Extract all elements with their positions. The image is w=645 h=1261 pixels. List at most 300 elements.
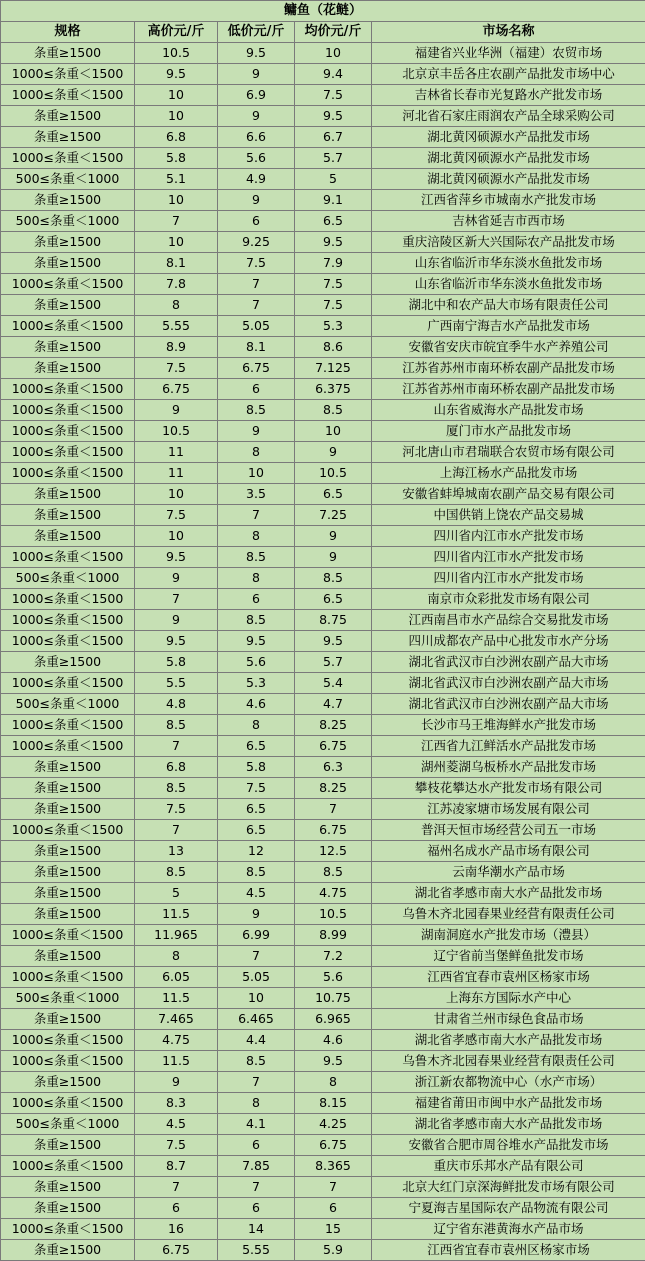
cell-high-price: 11.5 xyxy=(135,1051,218,1072)
cell-avg-price: 7 xyxy=(295,1177,372,1198)
table-row xyxy=(1,505,645,526)
cell-high-price: 5.1 xyxy=(135,169,218,190)
cell-high-price: 8 xyxy=(135,295,218,316)
cell-market-name: 湖北黄冈硕源水产品批发市场 xyxy=(372,169,645,190)
table-row xyxy=(1,379,645,400)
cell-low-price: 6.9 xyxy=(218,85,295,106)
cell-market-name: 江西省宜春市袁州区杨家市场 xyxy=(372,967,645,988)
cell-high-price: 5 xyxy=(135,883,218,904)
cell-spec: 1000≤条重＜1500 xyxy=(1,631,135,652)
cell-market-name: 吉林省延吉市西市场 xyxy=(372,211,645,232)
table-row xyxy=(1,1114,645,1135)
cell-high-price: 5.55 xyxy=(135,316,218,337)
cell-spec: 条重≥1500 xyxy=(1,862,135,883)
cell-market-name: 重庆市乐邦水产品有限公司 xyxy=(372,1156,645,1177)
cell-market-name: 浙江新农都物流中心（水产市场） xyxy=(372,1072,645,1093)
table-row xyxy=(1,778,645,799)
cell-low-price: 6 xyxy=(218,1198,295,1219)
table-row xyxy=(1,715,645,736)
cell-spec: 500≤条重＜1000 xyxy=(1,694,135,715)
cell-avg-price: 7 xyxy=(295,799,372,820)
table-title: 鳙鱼（花鲢） xyxy=(1,1,645,22)
cell-avg-price: 8.5 xyxy=(295,568,372,589)
cell-low-price: 7 xyxy=(218,946,295,967)
cell-low-price: 4.1 xyxy=(218,1114,295,1135)
cell-avg-price: 7.5 xyxy=(295,85,372,106)
cell-high-price: 8 xyxy=(135,946,218,967)
cell-market-name: 湖北省武汉市白沙洲农副产品大市场 xyxy=(372,673,645,694)
table-row xyxy=(1,127,645,148)
cell-market-name: 河北唐山市君瑞联合农贸市场有限公司 xyxy=(372,442,645,463)
cell-avg-price: 9.5 xyxy=(295,106,372,127)
cell-avg-price: 6.375 xyxy=(295,379,372,400)
cell-high-price: 8.1 xyxy=(135,253,218,274)
cell-spec: 1000≤条重＜1500 xyxy=(1,1156,135,1177)
cell-high-price: 16 xyxy=(135,1219,218,1240)
cell-market-name: 乌鲁木齐北园春果业经营有限责任公司 xyxy=(372,904,645,925)
cell-low-price: 14 xyxy=(218,1219,295,1240)
cell-market-name: 乌鲁木齐北园春果业经营有限责任公司 xyxy=(372,1051,645,1072)
cell-market-name: 湖北省武汉市白沙洲农副产品大市场 xyxy=(372,652,645,673)
cell-avg-price: 9 xyxy=(295,526,372,547)
cell-low-price: 4.5 xyxy=(218,883,295,904)
cell-avg-price: 8.5 xyxy=(295,862,372,883)
cell-spec: 1000≤条重＜1500 xyxy=(1,463,135,484)
table-row xyxy=(1,358,645,379)
cell-high-price: 8.5 xyxy=(135,862,218,883)
cell-market-name: 中国供销上饶农产品交易城 xyxy=(372,505,645,526)
table-row xyxy=(1,883,645,904)
cell-avg-price: 6.75 xyxy=(295,1135,372,1156)
cell-high-price: 7 xyxy=(135,1177,218,1198)
cell-market-name: 安徽省蚌埠城南农副产品交易有限公司 xyxy=(372,484,645,505)
cell-spec: 1000≤条重＜1500 xyxy=(1,1093,135,1114)
cell-low-price: 5.3 xyxy=(218,673,295,694)
cell-spec: 1000≤条重＜1500 xyxy=(1,547,135,568)
cell-avg-price: 6.3 xyxy=(295,757,372,778)
cell-spec: 1000≤条重＜1500 xyxy=(1,673,135,694)
cell-high-price: 6 xyxy=(135,1198,218,1219)
cell-market-name: 山东省威海水产品批发市场 xyxy=(372,400,645,421)
cell-avg-price: 10.5 xyxy=(295,904,372,925)
cell-low-price: 6.465 xyxy=(218,1009,295,1030)
cell-spec: 1000≤条重＜1500 xyxy=(1,589,135,610)
cell-market-name: 福州名成水产品市场有限公司 xyxy=(372,841,645,862)
cell-high-price: 11.5 xyxy=(135,988,218,1009)
cell-spec: 1000≤条重＜1500 xyxy=(1,967,135,988)
table-row xyxy=(1,400,645,421)
table-row xyxy=(1,1219,645,1240)
cell-low-price: 7.5 xyxy=(218,253,295,274)
cell-spec: 条重≥1500 xyxy=(1,358,135,379)
table-row xyxy=(1,652,645,673)
cell-spec: 条重≥1500 xyxy=(1,526,135,547)
cell-high-price: 7 xyxy=(135,589,218,610)
cell-high-price: 7.5 xyxy=(135,505,218,526)
cell-market-name: 江西省宜春市袁州区杨家市场 xyxy=(372,1240,645,1261)
cell-spec: 条重≥1500 xyxy=(1,778,135,799)
cell-high-price: 9 xyxy=(135,568,218,589)
cell-spec: 1000≤条重＜1500 xyxy=(1,316,135,337)
cell-low-price: 8 xyxy=(218,1093,295,1114)
cell-low-price: 7 xyxy=(218,1177,295,1198)
cell-market-name: 辽宁省东港黄海水产品市场 xyxy=(372,1219,645,1240)
cell-market-name: 吉林省长春市光复路水产批发市场 xyxy=(372,85,645,106)
cell-market-name: 福建省兴业华洲（福建）农贸市场 xyxy=(372,43,645,64)
table-row xyxy=(1,988,645,1009)
cell-market-name: 江西省萍乡市城南水产批发市场 xyxy=(372,190,645,211)
cell-low-price: 9 xyxy=(218,106,295,127)
cell-market-name: 江西省九江鲜活水产品批发市场 xyxy=(372,736,645,757)
cell-high-price: 10 xyxy=(135,106,218,127)
cell-spec: 条重≥1500 xyxy=(1,190,135,211)
cell-spec: 条重≥1500 xyxy=(1,799,135,820)
table-row xyxy=(1,442,645,463)
cell-low-price: 9 xyxy=(218,190,295,211)
cell-spec: 条重≥1500 xyxy=(1,1198,135,1219)
cell-market-name: 厦门市水产品批发市场 xyxy=(372,421,645,442)
table-row xyxy=(1,610,645,631)
cell-high-price: 11.965 xyxy=(135,925,218,946)
cell-low-price: 8 xyxy=(218,568,295,589)
cell-low-price: 5.8 xyxy=(218,757,295,778)
cell-high-price: 11 xyxy=(135,442,218,463)
table-row xyxy=(1,694,645,715)
cell-market-name: 江苏省苏州市南环桥农副产品批发市场 xyxy=(372,358,645,379)
cell-low-price: 8 xyxy=(218,526,295,547)
cell-avg-price: 6.75 xyxy=(295,820,372,841)
table-row xyxy=(1,736,645,757)
table-row xyxy=(1,106,645,127)
cell-spec: 条重≥1500 xyxy=(1,1072,135,1093)
cell-low-price: 6.5 xyxy=(218,799,295,820)
cell-avg-price: 8.15 xyxy=(295,1093,372,1114)
cell-low-price: 6 xyxy=(218,211,295,232)
cell-avg-price: 9 xyxy=(295,547,372,568)
table-row xyxy=(1,1093,645,1114)
cell-low-price: 10 xyxy=(218,463,295,484)
cell-spec: 1000≤条重＜1500 xyxy=(1,400,135,421)
cell-high-price: 8.9 xyxy=(135,337,218,358)
cell-high-price: 10 xyxy=(135,526,218,547)
cell-avg-price: 4.6 xyxy=(295,1030,372,1051)
cell-low-price: 8 xyxy=(218,715,295,736)
cell-high-price: 11.5 xyxy=(135,904,218,925)
cell-avg-price: 8.25 xyxy=(295,715,372,736)
cell-avg-price: 6.5 xyxy=(295,211,372,232)
cell-spec: 条重≥1500 xyxy=(1,232,135,253)
cell-spec: 条重≥1500 xyxy=(1,484,135,505)
cell-high-price: 8.7 xyxy=(135,1156,218,1177)
cell-market-name: 湖北中和农产品大市场有限责任公司 xyxy=(372,295,645,316)
cell-avg-price: 7.9 xyxy=(295,253,372,274)
cell-high-price: 6.8 xyxy=(135,127,218,148)
table-header-row xyxy=(1,22,645,43)
table-row xyxy=(1,295,645,316)
cell-high-price: 10 xyxy=(135,232,218,253)
cell-spec: 500≤条重＜1000 xyxy=(1,1114,135,1135)
cell-low-price: 8.5 xyxy=(218,400,295,421)
cell-avg-price: 5.6 xyxy=(295,967,372,988)
cell-low-price: 8.1 xyxy=(218,337,295,358)
cell-market-name: 普洱天恒市场经营公司五一市场 xyxy=(372,820,645,841)
cell-spec: 1000≤条重＜1500 xyxy=(1,736,135,757)
cell-high-price: 7.465 xyxy=(135,1009,218,1030)
cell-spec: 条重≥1500 xyxy=(1,337,135,358)
cell-low-price: 8.5 xyxy=(218,1051,295,1072)
cell-spec: 1000≤条重＜1500 xyxy=(1,925,135,946)
table-row xyxy=(1,211,645,232)
cell-avg-price: 10 xyxy=(295,421,372,442)
cell-high-price: 6.05 xyxy=(135,967,218,988)
cell-low-price: 6.99 xyxy=(218,925,295,946)
cell-market-name: 湖北省孝感市南大水产品批发市场 xyxy=(372,1030,645,1051)
cell-spec: 1000≤条重＜1500 xyxy=(1,274,135,295)
cell-spec: 条重≥1500 xyxy=(1,1135,135,1156)
cell-spec: 500≤条重＜1000 xyxy=(1,211,135,232)
table-row xyxy=(1,85,645,106)
table-row xyxy=(1,547,645,568)
cell-market-name: 四川省内江市水产批发市场 xyxy=(372,547,645,568)
cell-spec: 1000≤条重＜1500 xyxy=(1,820,135,841)
cell-avg-price: 9.1 xyxy=(295,190,372,211)
cell-spec: 条重≥1500 xyxy=(1,106,135,127)
cell-low-price: 6.5 xyxy=(218,820,295,841)
cell-spec: 条重≥1500 xyxy=(1,1009,135,1030)
table-row xyxy=(1,1156,645,1177)
header-avg-price: 均价元/斤 xyxy=(295,22,372,43)
cell-high-price: 8.3 xyxy=(135,1093,218,1114)
table-row xyxy=(1,274,645,295)
cell-high-price: 7.5 xyxy=(135,799,218,820)
cell-low-price: 4.9 xyxy=(218,169,295,190)
cell-spec: 条重≥1500 xyxy=(1,127,135,148)
cell-avg-price: 7.125 xyxy=(295,358,372,379)
cell-low-price: 7 xyxy=(218,295,295,316)
cell-market-name: 山东省临沂市华东淡水鱼批发市场 xyxy=(372,274,645,295)
cell-high-price: 11 xyxy=(135,463,218,484)
table-row xyxy=(1,757,645,778)
cell-avg-price: 9.5 xyxy=(295,232,372,253)
table-row xyxy=(1,148,645,169)
cell-spec: 500≤条重＜1000 xyxy=(1,568,135,589)
cell-market-name: 湖州菱湖乌板桥水产品批发市场 xyxy=(372,757,645,778)
cell-market-name: 长沙市马王堆海鲜水产批发市场 xyxy=(372,715,645,736)
table-row xyxy=(1,946,645,967)
cell-low-price: 7 xyxy=(218,274,295,295)
cell-avg-price: 6.965 xyxy=(295,1009,372,1030)
cell-market-name: 湖北省孝感市南大水产品批发市场 xyxy=(372,883,645,904)
table-row xyxy=(1,820,645,841)
cell-low-price: 5.05 xyxy=(218,316,295,337)
cell-high-price: 10 xyxy=(135,484,218,505)
table-row xyxy=(1,463,645,484)
cell-spec: 1000≤条重＜1500 xyxy=(1,1030,135,1051)
cell-high-price: 9.5 xyxy=(135,547,218,568)
cell-avg-price: 6.7 xyxy=(295,127,372,148)
cell-avg-price: 8 xyxy=(295,1072,372,1093)
cell-spec: 条重≥1500 xyxy=(1,946,135,967)
table-row xyxy=(1,43,645,64)
cell-spec: 条重≥1500 xyxy=(1,43,135,64)
cell-high-price: 8.5 xyxy=(135,715,218,736)
cell-low-price: 5.6 xyxy=(218,652,295,673)
cell-low-price: 9 xyxy=(218,904,295,925)
cell-market-name: 四川省内江市水产批发市场 xyxy=(372,526,645,547)
cell-high-price: 5.8 xyxy=(135,652,218,673)
cell-market-name: 山东省临沂市华东淡水鱼批发市场 xyxy=(372,253,645,274)
cell-market-name: 四川成都农产品中心批发市水产分场 xyxy=(372,631,645,652)
cell-low-price: 6 xyxy=(218,1135,295,1156)
cell-spec: 条重≥1500 xyxy=(1,757,135,778)
table-row xyxy=(1,1030,645,1051)
cell-low-price: 12 xyxy=(218,841,295,862)
cell-high-price: 9 xyxy=(135,400,218,421)
cell-spec: 条重≥1500 xyxy=(1,904,135,925)
cell-market-name: 攀枝花攀达水产批发市场有限公司 xyxy=(372,778,645,799)
cell-avg-price: 5.7 xyxy=(295,652,372,673)
cell-avg-price: 9 xyxy=(295,442,372,463)
cell-low-price: 7 xyxy=(218,505,295,526)
cell-high-price: 9 xyxy=(135,610,218,631)
cell-spec: 条重≥1500 xyxy=(1,841,135,862)
cell-high-price: 7 xyxy=(135,736,218,757)
cell-low-price: 5.55 xyxy=(218,1240,295,1261)
cell-high-price: 13 xyxy=(135,841,218,862)
table-row xyxy=(1,232,645,253)
cell-high-price: 7 xyxy=(135,820,218,841)
cell-market-name: 广西南宁海吉水产品批发市场 xyxy=(372,316,645,337)
table-row xyxy=(1,64,645,85)
cell-high-price: 10 xyxy=(135,85,218,106)
cell-avg-price: 8.5 xyxy=(295,400,372,421)
cell-low-price: 8.5 xyxy=(218,862,295,883)
cell-market-name: 北京京丰岳各庄农副产品批发市场中心 xyxy=(372,64,645,85)
table-row xyxy=(1,169,645,190)
cell-low-price: 10 xyxy=(218,988,295,1009)
cell-low-price: 7 xyxy=(218,1072,295,1093)
cell-avg-price: 8.75 xyxy=(295,610,372,631)
cell-market-name: 河北省石家庄雨润农产品全球采购公司 xyxy=(372,106,645,127)
cell-spec: 条重≥1500 xyxy=(1,1240,135,1261)
cell-high-price: 10.5 xyxy=(135,421,218,442)
cell-avg-price: 5.3 xyxy=(295,316,372,337)
cell-low-price: 6 xyxy=(218,379,295,400)
table-row xyxy=(1,631,645,652)
cell-avg-price: 8.99 xyxy=(295,925,372,946)
cell-spec: 1000≤条重＜1500 xyxy=(1,1219,135,1240)
cell-avg-price: 6 xyxy=(295,1198,372,1219)
cell-spec: 500≤条重＜1000 xyxy=(1,169,135,190)
cell-low-price: 9.5 xyxy=(218,631,295,652)
cell-avg-price: 5 xyxy=(295,169,372,190)
table-row xyxy=(1,589,645,610)
table-row xyxy=(1,1240,645,1261)
cell-market-name: 湖北省武汉市白沙洲农副产品大市场 xyxy=(372,694,645,715)
cell-low-price: 8 xyxy=(218,442,295,463)
table-row xyxy=(1,526,645,547)
table-row xyxy=(1,673,645,694)
cell-low-price: 5.05 xyxy=(218,967,295,988)
header-market-name: 市场名称 xyxy=(372,22,645,43)
cell-spec: 条重≥1500 xyxy=(1,1177,135,1198)
cell-avg-price: 10.5 xyxy=(295,463,372,484)
table-row xyxy=(1,841,645,862)
table-row xyxy=(1,862,645,883)
cell-market-name: 辽宁省前当堡鲜鱼批发市场 xyxy=(372,946,645,967)
cell-low-price: 4.4 xyxy=(218,1030,295,1051)
table-row xyxy=(1,1135,645,1156)
cell-market-name: 安徽省安庆市皖宜季牛水产养殖公司 xyxy=(372,337,645,358)
cell-high-price: 9.5 xyxy=(135,64,218,85)
cell-avg-price: 6.5 xyxy=(295,484,372,505)
cell-market-name: 福建省莆田市闽中水产品批发市场 xyxy=(372,1093,645,1114)
table-row xyxy=(1,1051,645,1072)
cell-avg-price: 15 xyxy=(295,1219,372,1240)
cell-low-price: 4.6 xyxy=(218,694,295,715)
cell-market-name: 江西南昌市水产品综合交易批发市场 xyxy=(372,610,645,631)
cell-low-price: 9.25 xyxy=(218,232,295,253)
cell-spec: 1000≤条重＜1500 xyxy=(1,148,135,169)
cell-low-price: 3.5 xyxy=(218,484,295,505)
cell-high-price: 7.5 xyxy=(135,1135,218,1156)
cell-high-price: 4.5 xyxy=(135,1114,218,1135)
cell-high-price: 4.75 xyxy=(135,1030,218,1051)
cell-low-price: 6.75 xyxy=(218,358,295,379)
cell-high-price: 6.8 xyxy=(135,757,218,778)
cell-avg-price: 6.75 xyxy=(295,736,372,757)
cell-spec: 1000≤条重＜1500 xyxy=(1,85,135,106)
cell-avg-price: 5.9 xyxy=(295,1240,372,1261)
cell-high-price: 5.5 xyxy=(135,673,218,694)
table-row xyxy=(1,1177,645,1198)
cell-spec: 条重≥1500 xyxy=(1,652,135,673)
header-spec: 规格 xyxy=(1,22,135,43)
cell-low-price: 9.5 xyxy=(218,43,295,64)
cell-low-price: 6.6 xyxy=(218,127,295,148)
cell-avg-price: 10 xyxy=(295,43,372,64)
cell-spec: 1000≤条重＜1500 xyxy=(1,421,135,442)
cell-avg-price: 12.5 xyxy=(295,841,372,862)
header-low-price: 低价元/斤 xyxy=(218,22,295,43)
cell-avg-price: 10.75 xyxy=(295,988,372,1009)
cell-market-name: 甘肃省兰州市绿色食品市场 xyxy=(372,1009,645,1030)
cell-avg-price: 9.4 xyxy=(295,64,372,85)
cell-low-price: 7.5 xyxy=(218,778,295,799)
cell-avg-price: 6.5 xyxy=(295,589,372,610)
cell-avg-price: 5.4 xyxy=(295,673,372,694)
cell-spec: 1000≤条重＜1500 xyxy=(1,1051,135,1072)
cell-spec: 1000≤条重＜1500 xyxy=(1,64,135,85)
cell-avg-price: 8.6 xyxy=(295,337,372,358)
cell-market-name: 上海东方国际水产中心 xyxy=(372,988,645,1009)
cell-avg-price: 8.25 xyxy=(295,778,372,799)
table-row xyxy=(1,484,645,505)
cell-low-price: 8.5 xyxy=(218,610,295,631)
cell-low-price: 5.6 xyxy=(218,148,295,169)
cell-high-price: 7.8 xyxy=(135,274,218,295)
cell-avg-price: 4.75 xyxy=(295,883,372,904)
cell-market-name: 重庆涪陵区新大兴国际农产品批发市场 xyxy=(372,232,645,253)
cell-spec: 条重≥1500 xyxy=(1,505,135,526)
cell-high-price: 7 xyxy=(135,211,218,232)
cell-high-price: 6.75 xyxy=(135,379,218,400)
cell-avg-price: 7.2 xyxy=(295,946,372,967)
cell-market-name: 宁夏海吉星国际农产品物流有限公司 xyxy=(372,1198,645,1219)
cell-low-price: 9 xyxy=(218,421,295,442)
table-row xyxy=(1,967,645,988)
table-row xyxy=(1,316,645,337)
